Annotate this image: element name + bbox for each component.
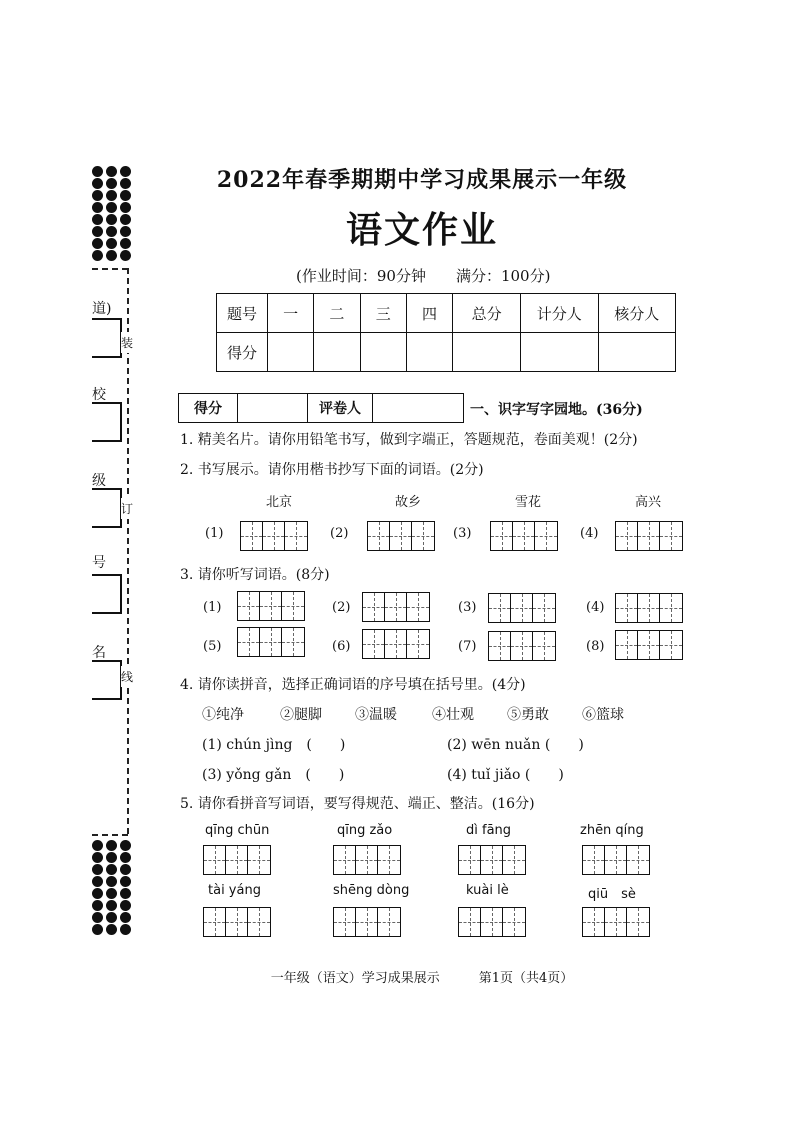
q4-item[interactable]: (1) chún jìng ( ) [202,737,346,753]
q5-pinyin: qīng zǎo [337,823,393,838]
q2-word: 雪花 [515,495,542,510]
q2-word: 高兴 [635,495,662,510]
margin-label-number: 号 [92,555,106,571]
writing-grid[interactable] [333,907,401,937]
writing-grid[interactable] [240,521,308,551]
score-header-cell: 题号 [217,294,268,333]
binding-dots-bottom [92,840,132,935]
writing-grid[interactable] [582,907,650,937]
q3-num: (6) [332,639,351,654]
score-cell[interactable] [453,333,521,372]
writing-grid[interactable] [615,521,683,551]
question-2: 2. 书写展示。请你用楷书抄写下面的词语。(2分) [180,462,484,478]
score-header-cell: 一 [268,294,314,333]
score-header-cell: 三 [360,294,406,333]
q2-num: (1) [205,526,224,541]
score-cell[interactable] [268,333,314,372]
writing-grid[interactable] [362,629,430,659]
q4-item[interactable]: (4) tuǐ jiǎo ( ) [447,767,564,783]
grade-score-label: 得分 [179,394,238,423]
writing-grid[interactable] [488,593,556,623]
margin-box-name[interactable] [92,660,122,700]
q4-option: ③温暖 [355,707,397,723]
score-cell[interactable] [521,333,598,372]
margin-label-name: 名 [92,645,106,661]
exam-info: (作业时间：90分钟 满分：100分) [296,267,551,285]
subject-title: 语文作业 [345,209,498,251]
writing-grid[interactable] [203,845,271,875]
margin-label-class: 级 [92,473,106,489]
bind-char-xian: 线 [121,666,133,687]
grade-grader-label: 评卷人 [308,394,373,423]
margin-label-street: 道) [92,301,112,317]
q5-pinyin: tài yáng [208,883,261,898]
margin-box-street[interactable] [92,318,122,358]
q4-item[interactable]: (2) wēn nuǎn ( ) [447,737,584,753]
writing-grid[interactable] [333,845,401,875]
score-cell[interactable] [598,333,675,372]
q2-num: (3) [453,526,472,541]
q5-pinyin: dì fāng [466,823,512,838]
q3-num: (5) [203,639,222,654]
writing-grid[interactable] [490,521,558,551]
score-cell[interactable] [406,333,452,372]
q2-word: 故乡 [395,495,422,510]
q5-pinyin: qiū sè [588,887,636,902]
q4-option: ②腿脚 [280,707,322,723]
score-header-cell: 计分人 [521,294,598,333]
writing-grid[interactable] [488,631,556,661]
q2-num: (2) [330,526,349,541]
cut-line-top [92,268,128,270]
margin-label-school: 校 [92,387,106,403]
bind-char-zhuang: 装 [121,332,133,353]
writing-grid[interactable] [458,845,526,875]
q4-option: ⑤勇敢 [507,707,549,723]
section-grade-table [178,393,464,423]
writing-grid[interactable] [237,627,305,657]
margin-box-class[interactable] [92,488,122,528]
page-footer: 一年级（语文）学习成果展示 第1页（共4页） [270,971,574,986]
q3-num: (3) [458,600,477,615]
score-header-cell: 二 [314,294,360,333]
q3-num: (8) [586,639,605,654]
question-5: 5. 请你看拼音写词语，要写得规范、端正、整洁。(16分) [180,796,535,812]
margin-box-school[interactable] [92,402,122,442]
writing-grid[interactable] [615,630,683,660]
q4-option: ①纯净 [202,707,244,723]
q5-pinyin: kuài lè [466,883,509,898]
margin-box-number[interactable] [92,574,122,614]
q4-option: ④壮观 [432,707,474,723]
q5-pinyin: zhēn qíng [580,823,644,838]
q3-num: (7) [458,639,477,654]
score-header-cell: 核分人 [598,294,675,333]
question-3: 3. 请你听写词语。(8分) [180,567,330,583]
score-cell[interactable] [314,333,360,372]
writing-grid[interactable] [203,907,271,937]
question-4: 4. 请你读拼音，选择正确词语的序号填在括号里。(4分) [180,677,526,693]
q4-option: ⑥篮球 [582,707,624,723]
grade-grader-cell[interactable] [372,394,463,423]
writing-grid[interactable] [367,521,435,551]
writing-grid[interactable] [362,592,430,622]
score-cell[interactable] [360,333,406,372]
q3-num: (1) [203,600,222,615]
q5-pinyin: qīng chūn [205,823,270,838]
score-row-label: 得分 [217,333,268,372]
writing-grid[interactable] [615,593,683,623]
bind-char-ding: 订 [121,498,133,519]
q5-pinyin: shēng dòng [333,883,410,898]
grade-score-cell[interactable] [238,394,308,423]
q3-num: (2) [332,600,351,615]
writing-grid[interactable] [237,591,305,621]
section1-title: 一、识字写字园地。(36分) [470,402,643,418]
score-header-cell: 总分 [453,294,521,333]
writing-grid[interactable] [458,907,526,937]
score-table [216,293,676,372]
q2-num: (4) [580,526,599,541]
q4-item[interactable]: (3) yǒng gǎn ( ) [202,767,345,783]
writing-grid[interactable] [582,845,650,875]
q2-word: 北京 [266,495,293,510]
exam-title: 2022年春季期期中学习成果展示一年级 [216,167,628,193]
score-header-cell: 四 [406,294,452,333]
q3-num: (4) [586,600,605,615]
question-1: 1. 精美名片。请你用铅笔书写，做到字端正，答题规范，卷面美观！(2分) [180,432,638,448]
cut-line-bottom [92,834,128,836]
